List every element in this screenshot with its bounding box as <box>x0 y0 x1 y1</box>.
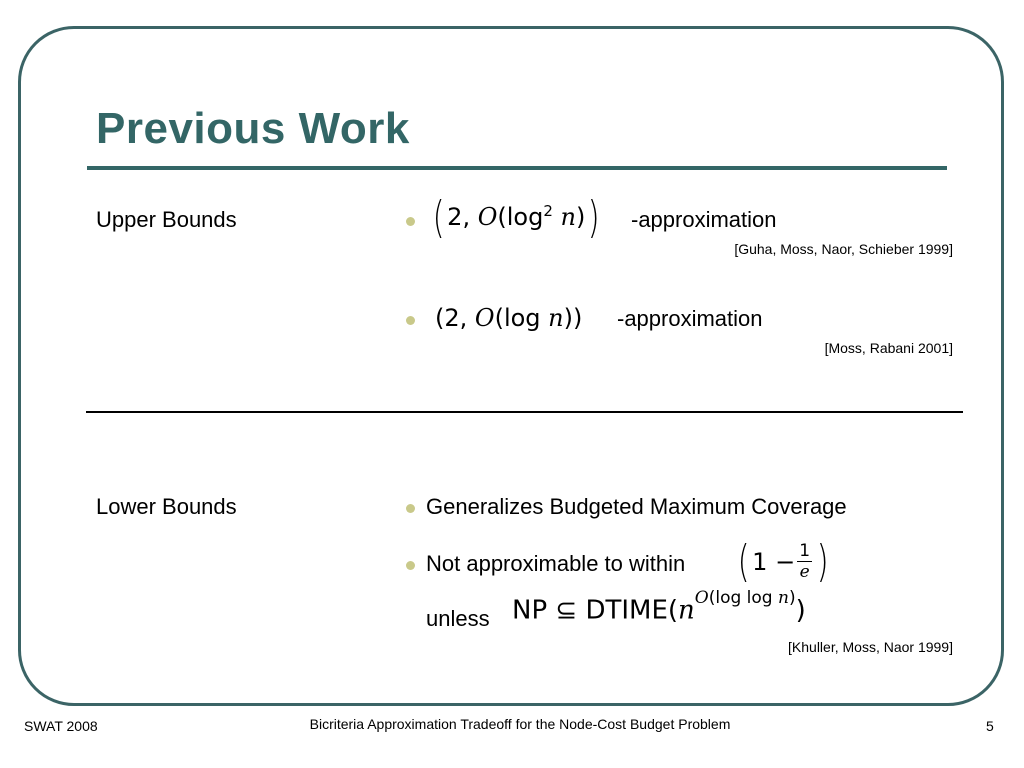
approx-label-1: -approximation <box>631 207 777 232</box>
bullet-upper-1 <box>406 217 415 226</box>
citation-upper-2: [Moss, Rabani 2001] <box>824 340 953 356</box>
approx-label-2: -approximation <box>617 306 763 331</box>
footer-title: Bicriteria Approximation Tradeoff for the Node-Cost Budget Problem <box>309 716 731 732</box>
unless-label: unless <box>426 606 490 631</box>
math-upper-2: (2, O(log n)) <box>435 304 583 332</box>
lower-bounds-label: Lower Bounds <box>96 494 237 519</box>
math-np-dtime: NP ⊆ $DTIME(n^{O(log log n)})$ <box>512 588 806 626</box>
section-divider <box>86 411 963 413</box>
bullet-lower-1 <box>406 504 415 513</box>
citation-lower: [Khuller, Moss, Naor 1999] <box>788 639 953 655</box>
math-one-minus-inv-e: ( 1 − $\frac{1}{e}$ ) <box>737 536 829 587</box>
math-upper-1: ( 2, $O(\log^2$ n)) <box>432 192 600 243</box>
lower-item-2: Not approximable to within <box>426 551 686 576</box>
slide-title: Previous Work <box>96 104 410 153</box>
title-underline <box>87 166 947 170</box>
bullet-lower-2 <box>406 561 415 570</box>
lower-item-1: Generalizes Budgeted Maximum Coverage <box>426 494 847 519</box>
footer-conference: SWAT 2008 <box>24 718 98 734</box>
upper-bounds-label: Upper Bounds <box>96 207 237 232</box>
bullet-upper-2 <box>406 316 415 325</box>
citation-upper-1: [Guha, Moss, Naor, Schieber 1999] <box>734 241 953 257</box>
footer-page-number: 5 <box>986 718 994 734</box>
